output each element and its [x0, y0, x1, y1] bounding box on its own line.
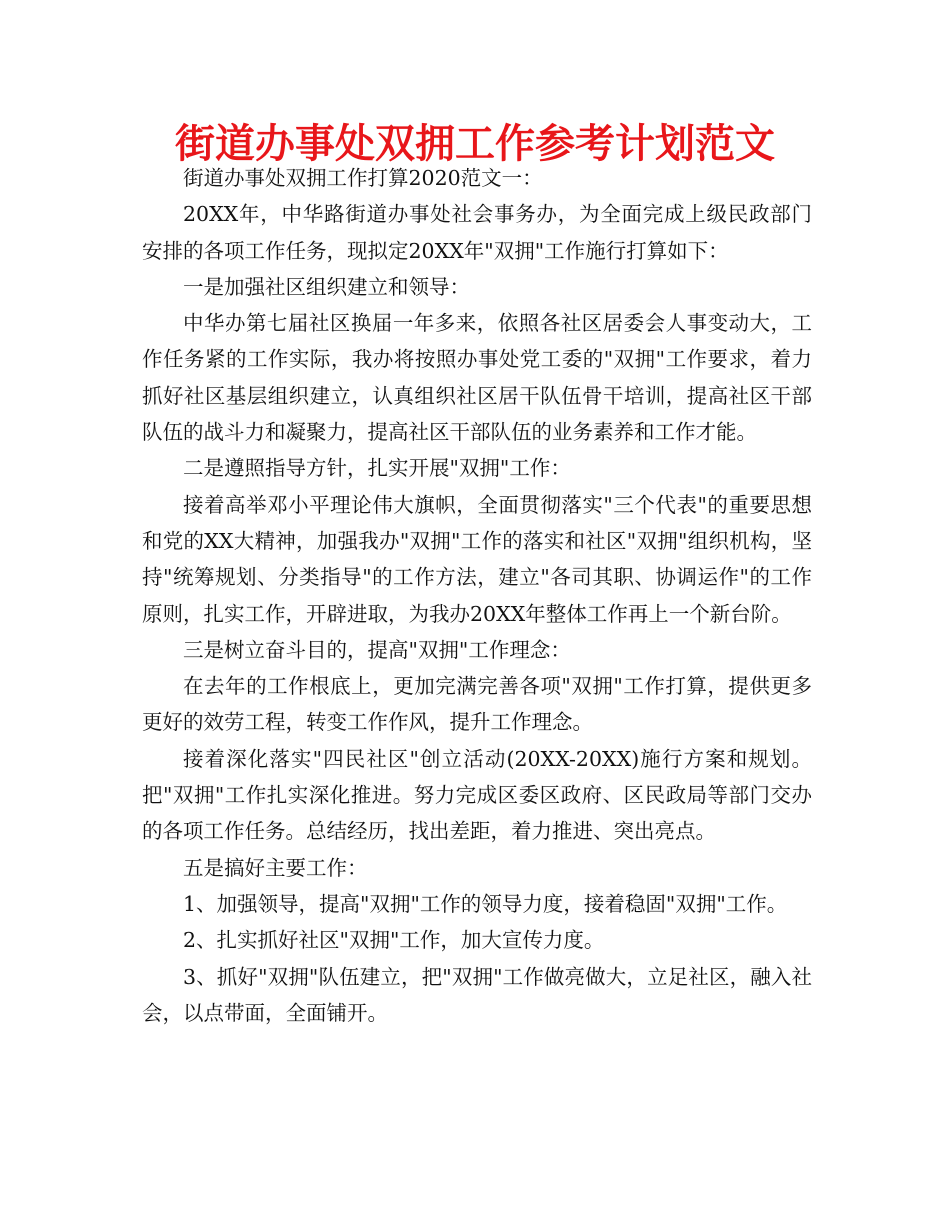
paragraph: 中华办第七届社区换届一年多来，依照各社区居委会人事变动大，工作任务紧的工作实际，我办将按照办事处党工委的"双拥"工作要求，着力抓好社区基层组织建立，认真组织社区居干队伍骨干培训，提高社区干部队伍的战斗力和凝聚力，提高社区干部队伍的业务素养和工作才能。	[142, 311, 812, 445]
document-body	[142, 160, 812, 1031]
paragraph: 三是树立奋斗目的，提高"双拥"工作理念：	[183, 637, 571, 662]
paragraph: 五是搞好主要工作：	[183, 855, 368, 880]
paragraph: 一是加强社区组织建立和领导：	[183, 274, 470, 299]
paragraph: 20XX年，中华路街道办事处社会事务办，为全面完成上级民政部门安排的各项工作任务，现拟定20XX年"双拥"工作施行打算如下：	[142, 202, 812, 263]
document-title: 街道办事处双拥工作参考计划范文	[175, 121, 775, 167]
paragraph: 2、扎实抓好社区"双拥"工作，加大宣传力度。	[183, 928, 605, 953]
paragraph: 街道办事处双拥工作打算2020范文一：	[183, 166, 543, 190]
paragraph: 在去年的工作根底上，更加完满完善各项"双拥"工作打算，提供更多更好的效劳工程，转变工作作风，提升工作理念。	[142, 674, 812, 735]
paragraph: 3、抓好"双拥"队伍建立，把"双拥"工作做亮做大，立足社区，融入社会，以点带面，全面铺开。	[142, 964, 812, 1025]
paragraph: 接着高举邓小平理论伟大旗帜，全面贯彻落实"三个代表"的重要思想和党的XX大精神，加强我办"双拥"工作的落实和社区"双拥"组织机构，坚持"统筹规划、分类指导"的工作方法，建立"各司其职、协调运作"的工作原则，扎实工作，开辟进取，为我办20XX年整体工作再上一个新台阶。	[142, 492, 812, 626]
paragraph: 二是遵照指导方针，扎实开展"双拥"工作：	[183, 456, 571, 481]
paragraph: 1、加强领导，提高"双拥"工作的领导力度，接着稳固"双拥"工作。	[183, 891, 788, 916]
paragraph: 接着深化落实"四民社区"创立活动(20XX-20XX)施行方案和规划。把"双拥"工作扎实深化推进。努力完成区委区政府、区民政局等部门交办的各项工作任务。总结经历，找出差距，着力推进、突出亮点。	[142, 746, 812, 844]
